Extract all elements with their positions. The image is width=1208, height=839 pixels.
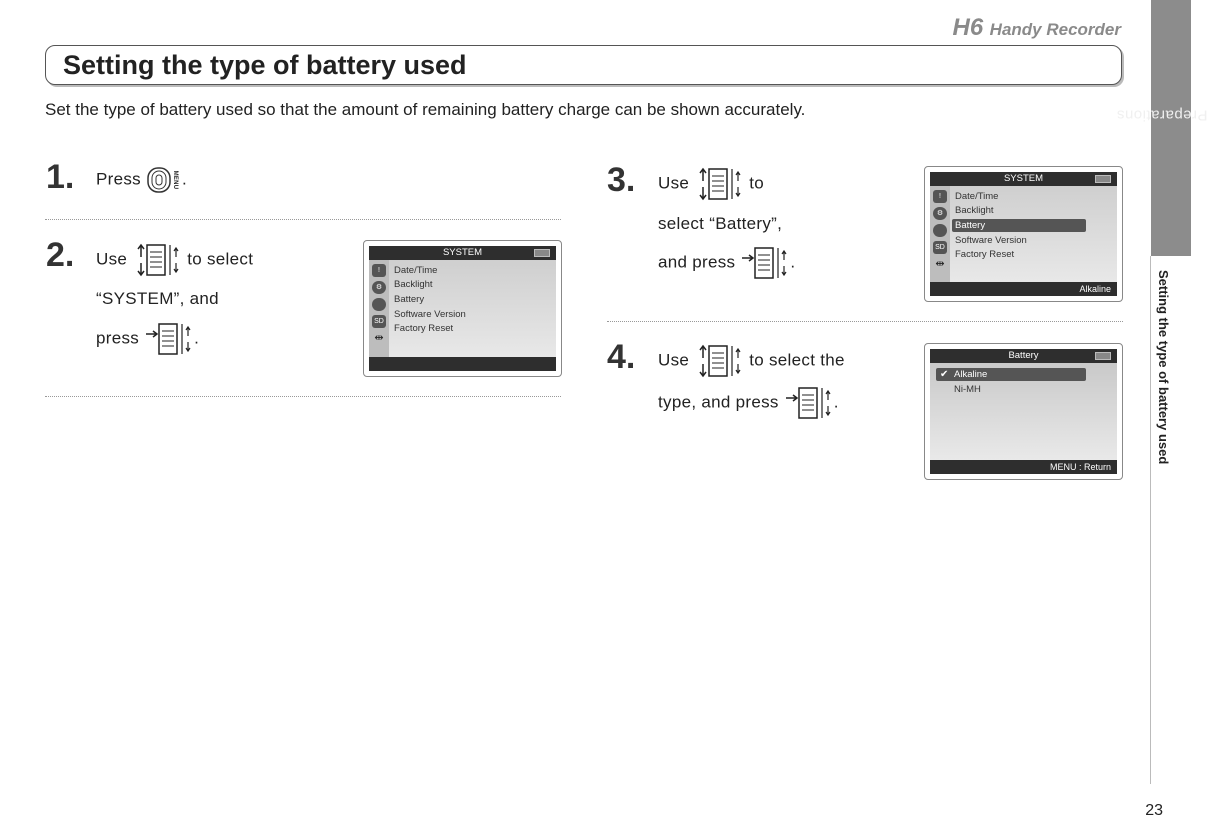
lcd-footer: Alkaline [930,282,1117,296]
step-3-line-3 [658,246,795,280]
lcd-item: Backlight [394,279,433,290]
lcd-header: Battery [930,349,1117,363]
lcd-item: Software Version [955,235,1027,246]
clock-icon: ! [933,190,947,203]
lcd-item-selected: Battery [952,219,1086,232]
step-4-word-use: Use [658,350,690,370]
menu-button-icon [146,166,182,194]
side-tab-preparations[interactable]: Preparations [1151,0,1191,256]
step-3-period: . [790,252,796,272]
step-1-text [96,166,187,194]
lcd-footer: MENU : Return [930,460,1117,474]
usb-icon: ⇹ [935,258,945,270]
step-4-number: 4. [607,338,636,376]
lcd-item: Software Version [394,309,466,320]
brand-subtitle: Handy Recorder [989,20,1121,39]
lcd-screen-battery [924,343,1123,480]
intro-text: Set the type of battery used so that the amount of remaining battery charge can be shown accurately. [45,100,806,119]
step-4-period: . [833,392,839,412]
lcd-header: SYSTEM [369,246,556,260]
step-2-to-select: to select [187,249,254,269]
step-2-line-1 [96,243,253,277]
gear-icon: ⚙ [933,207,947,220]
title-box [45,45,1122,85]
step-2-line-3 [96,322,199,356]
step-3-word-use: Use [658,173,690,193]
sd-icon: SD [372,315,386,328]
wheel-press-icon [784,386,834,420]
step-3-line-1 [658,167,764,201]
lcd-item: Battery [394,294,425,305]
step-2-word-press: press [96,328,140,348]
battery-icon [534,249,550,257]
step-3-line-2: select “Battery”, [658,214,783,233]
lcd-display [369,246,556,371]
page-title: Setting the type of battery used [63,50,467,80]
header-brand [953,14,1121,42]
battery-icon [1095,175,1111,183]
step-1-word-press: Press [96,169,141,189]
brand-model: H6 [952,14,984,41]
lcd-header: SYSTEM [930,172,1117,186]
scroll-wheel-icon [694,344,744,378]
sd-icon: SD [933,241,947,254]
step-4-type-and-press: type, and press [658,392,779,412]
step-3-number: 3. [607,161,636,199]
lcd-item: Factory Reset [955,249,1015,260]
step-1-period: . [182,169,188,189]
step-3-and-press: and press [658,252,736,272]
step-4-to-select: to select the [749,350,845,370]
side-divider [1150,256,1151,784]
lcd-screen-system-a [363,240,562,377]
side-tab-current: Setting the type of battery used [1156,270,1171,465]
scroll-wheel-icon [694,167,744,201]
lcd-footer [369,357,556,371]
lcd-screen-system-b [924,166,1123,302]
divider-3 [607,321,1123,322]
step-2-line-2: “SYSTEM”, and [96,289,219,308]
divider-2 [45,396,561,397]
step-4-line-1 [658,344,845,378]
lcd-option: Ni-MH [954,384,981,395]
step-4-line-2 [658,386,839,420]
lcd-display [930,172,1117,296]
step-1-number: 1. [46,158,75,196]
battery-icon [1095,352,1111,360]
step-2-word-use: Use [96,249,128,269]
lcd-side-icons [930,186,950,282]
lcd-item: Date/Time [955,191,999,202]
wheel-press-icon [144,322,194,356]
page-number: 23 [1145,802,1163,819]
option-alkaline: Alkaline [954,369,988,380]
lcd-item: Backlight [955,205,994,216]
check-icon: ✔ [940,369,949,380]
lcd-item: Factory Reset [394,323,454,334]
lcd-item: Date/Time [394,265,438,276]
step-3-to: to [749,173,764,193]
lcd-side-icons [369,260,389,357]
clock-icon: ! [372,264,386,277]
disc-icon [933,224,947,237]
wheel-press-icon [740,246,790,280]
step-2-period: . [194,328,200,348]
lcd-display [930,349,1117,474]
gear-icon: ⚙ [372,281,386,294]
disc-icon [372,298,386,311]
divider-1 [45,219,561,220]
step-2-number: 2. [46,236,75,274]
usb-icon: ⇹ [374,332,384,344]
lcd-option-selected [936,368,1086,381]
menu-label: MENU [172,170,178,190]
scroll-wheel-icon [132,243,182,277]
